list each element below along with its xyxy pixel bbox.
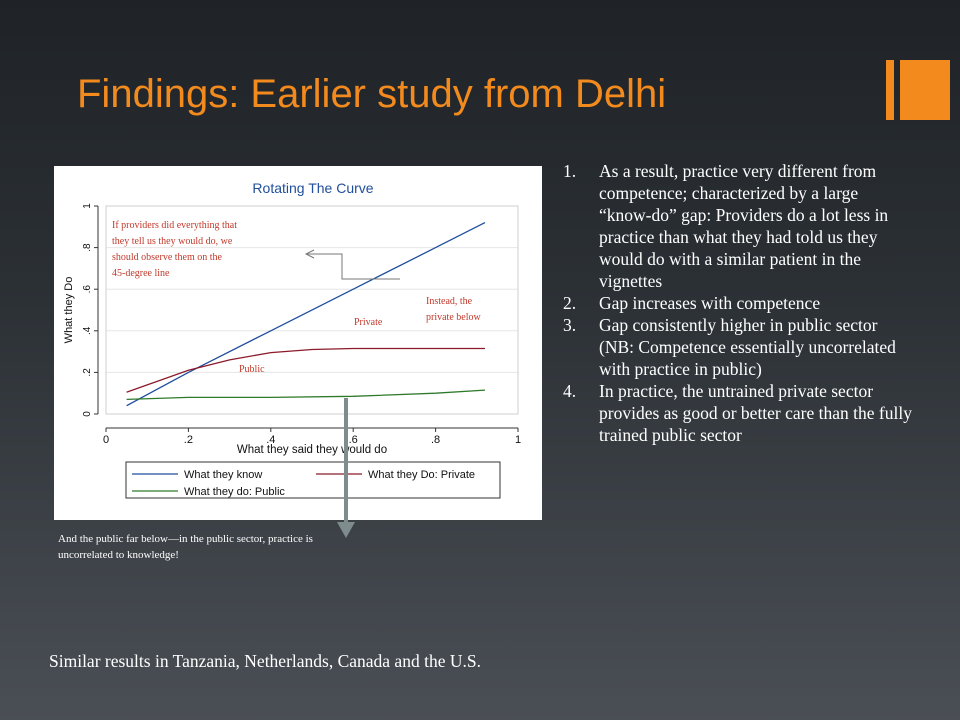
- brand-accent-block: [900, 60, 950, 120]
- providers-note-line: 45-degree line: [112, 268, 170, 279]
- instead-note-line: Instead, the: [426, 296, 473, 307]
- series-line: [127, 349, 485, 393]
- callout-arrow: [306, 254, 400, 279]
- y-axis-label: What they Do: [63, 276, 75, 344]
- finding-number: 1.: [563, 161, 577, 181]
- finding-item: [563, 380, 913, 446]
- x-tick-label: 1: [514, 434, 522, 446]
- chart-container: [54, 166, 542, 520]
- finding-text: In practice, the untrained private sector provides as good or better care than the fully trained public sector: [599, 381, 912, 445]
- brand-accent-bar: [886, 60, 894, 120]
- finding-text: Gap consistently higher in public sector (NB: Competence essentially uncorrelated with practice in public): [599, 315, 896, 379]
- legend-label: What they Do: Private: [368, 469, 475, 481]
- series-line: [127, 390, 485, 399]
- instead-note-line: private below: [426, 312, 481, 323]
- x-tick-label: .4: [266, 434, 276, 446]
- finding-text: Gap increases with competence: [599, 293, 821, 313]
- finding-number: 3.: [563, 315, 577, 335]
- y-tick-label: .4: [82, 326, 93, 335]
- providers-note-line: they tell us they would do, we: [112, 236, 233, 247]
- legend-label: What they do: Public: [184, 486, 285, 498]
- public-note: And the public far below—in the public sector, practice is uncorrelated to knowledge!: [58, 533, 313, 561]
- legend-label: What they know: [184, 469, 263, 481]
- finding-number: 2.: [563, 293, 577, 313]
- y-tick-label: 1: [82, 203, 93, 209]
- x-tick-label: .2: [183, 434, 193, 446]
- finding-text: As a result, practice very different from competence; characterized by a large “know-do” gap: Providers do a lot less in practice than what they had told us they would do with a similar patient in the vignettes: [599, 161, 889, 291]
- providers-note-line: If providers did everything that: [112, 220, 237, 231]
- providers-note-line: should observe them on the: [112, 252, 222, 263]
- chart-title: Rotating The Curve: [252, 180, 374, 196]
- footer-note: Similar results in Tanzania, Netherlands, Canada and the U.S.: [49, 651, 481, 671]
- x-axis-label: What they said they would do: [236, 444, 388, 456]
- x-tick-label: 0: [102, 434, 110, 446]
- finding-item: [563, 292, 913, 314]
- y-tick-label: .2: [82, 368, 93, 377]
- finding-item: [563, 160, 913, 292]
- finding-number: 4.: [563, 381, 577, 401]
- y-tick-label: .8: [82, 243, 93, 252]
- x-tick-label: .6: [348, 434, 358, 446]
- public-label: Public: [239, 364, 265, 375]
- line-chart: [54, 166, 542, 520]
- x-tick-label: .8: [431, 434, 441, 446]
- private-label: Private: [354, 317, 383, 328]
- y-tick-label: .6: [82, 285, 93, 294]
- y-tick-label: 0: [82, 411, 93, 417]
- slide-title: Findings: Earlier study from Delhi: [77, 72, 667, 116]
- finding-item: [563, 314, 913, 380]
- findings-list: [563, 160, 913, 446]
